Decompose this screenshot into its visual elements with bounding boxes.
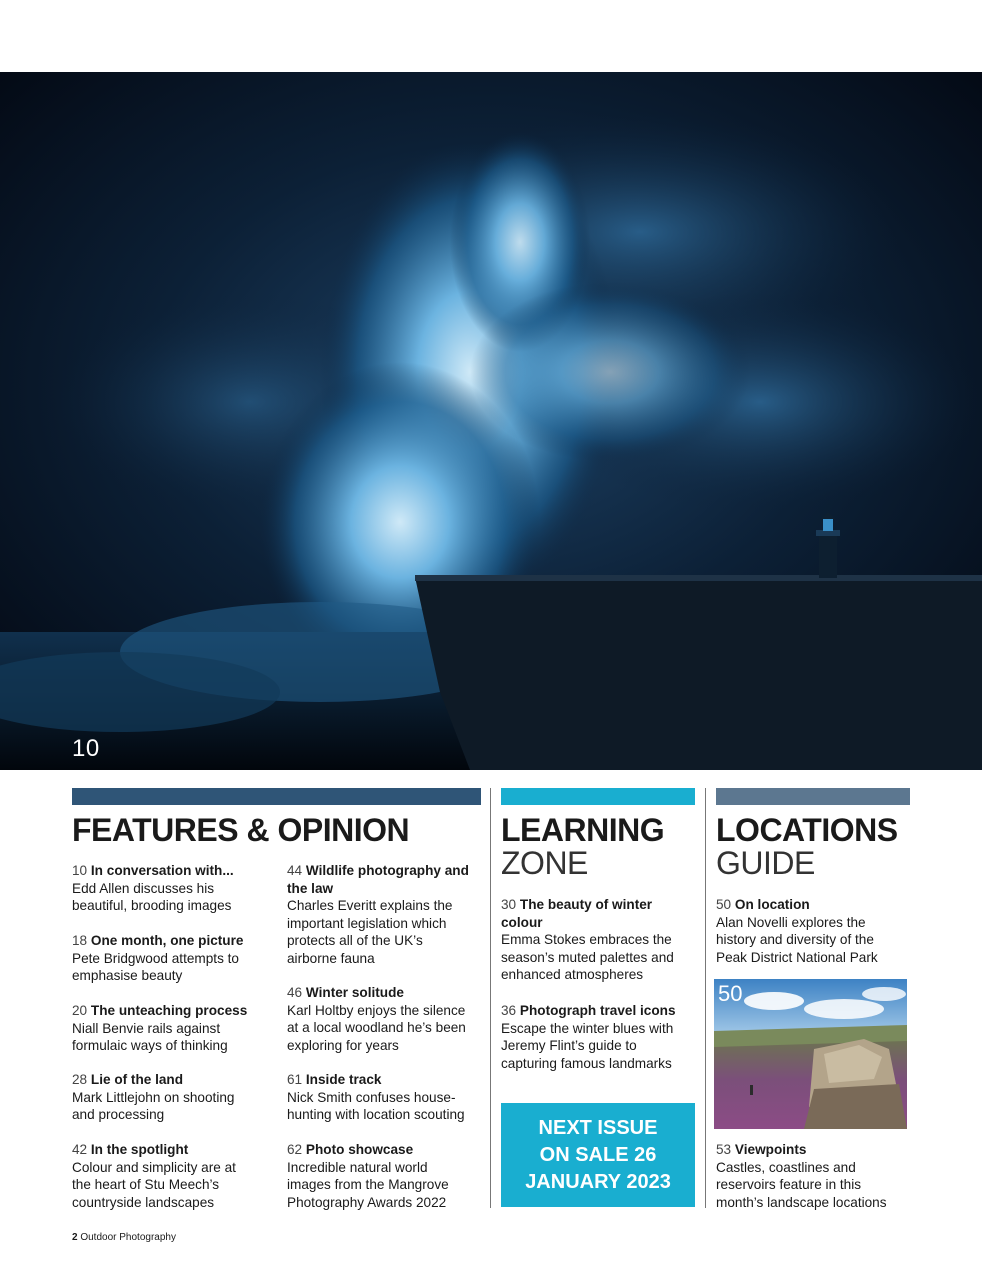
entry-page: 53 xyxy=(716,1142,732,1157)
entry-description: Niall Benvie rails against formulaic ways of thinking xyxy=(72,1020,228,1053)
hero-photo xyxy=(0,72,982,770)
contents-entry[interactable] xyxy=(72,1002,272,1055)
entry-heading: Wildlife photography and the law xyxy=(287,863,469,896)
locations-color-bar xyxy=(716,788,910,805)
entry-description: Pete Bridgwood attempts to emphasise beauty xyxy=(72,950,239,983)
entry-heading: The beauty of winter colour xyxy=(501,897,653,930)
entry-heading: In the spotlight xyxy=(90,1142,189,1157)
entry-description: Charles Everitt explains the important legislation which protects all of the UK’s airborne fauna xyxy=(287,898,453,966)
entry-page: 62 xyxy=(287,1142,303,1157)
learning-subheading: ZONE xyxy=(501,845,588,881)
entry-page: 46 xyxy=(287,985,303,1000)
hero-page-number: 10 xyxy=(72,735,100,762)
entry-description: Castles, coastlines and reservoirs feature in this month’s landscape locations xyxy=(716,1159,887,1210)
entry-heading: Viewpoints xyxy=(734,1142,807,1157)
contents-entry[interactable] xyxy=(501,896,691,984)
entry-heading: One month, one picture xyxy=(90,933,244,948)
features-heading: FEATURES & OPINION xyxy=(72,812,410,848)
contents-entry[interactable] xyxy=(716,896,906,966)
contents-entry[interactable] xyxy=(287,1071,477,1124)
entry-page: 50 xyxy=(716,897,732,912)
learning-heading: LEARNING xyxy=(501,812,665,848)
entry-description: Karl Holtby enjoys the silence at a local woodland he’s been exploring for years xyxy=(287,1002,466,1053)
wave-photo-illustration xyxy=(0,72,982,770)
locations-subheading: GUIDE xyxy=(716,845,815,881)
entry-heading: Photo showcase xyxy=(305,1142,414,1157)
contents-entry[interactable] xyxy=(72,1071,247,1124)
contents-entry[interactable] xyxy=(72,862,272,915)
contents-entry[interactable] xyxy=(716,1141,906,1211)
footer-page-number: 2 xyxy=(72,1232,78,1243)
peak-district-photo[interactable] xyxy=(714,979,907,1129)
next-issue-line: NEXT ISSUE xyxy=(538,1117,658,1139)
contents-entry[interactable] xyxy=(287,862,472,967)
locations-heading: LOCATIONS xyxy=(716,812,898,848)
next-issue-line: ON SALE 26 xyxy=(539,1144,657,1166)
entry-heading: Lie of the land xyxy=(90,1072,184,1087)
next-issue-line: JANUARY 2023 xyxy=(525,1171,671,1193)
entry-heading: Winter solitude xyxy=(305,985,404,1000)
entry-page: 42 xyxy=(72,1142,88,1157)
contents-entry[interactable] xyxy=(287,1141,472,1211)
entry-page: 30 xyxy=(501,897,517,912)
moorland-illustration xyxy=(714,979,907,1129)
next-issue-box[interactable] xyxy=(501,1103,695,1207)
entry-heading: The unteaching process xyxy=(90,1003,248,1018)
entry-page: 61 xyxy=(287,1072,303,1087)
column-divider xyxy=(490,788,491,1208)
features-color-bar xyxy=(72,788,481,805)
contents-entry[interactable] xyxy=(72,1141,247,1211)
entry-heading: In conversation with... xyxy=(90,863,234,878)
contents-entry[interactable] xyxy=(72,932,272,985)
entry-description: Emma Stokes embraces the season’s muted palettes and enhanced atmospheres xyxy=(501,932,674,982)
entry-description: Escape the winter blues with Jeremy Flint’s guide to capturing famous landmarks xyxy=(501,1020,674,1071)
entry-page: 28 xyxy=(72,1072,88,1087)
entry-description: Mark Littlejohn on shooting and processing xyxy=(72,1089,235,1122)
column-divider xyxy=(705,788,706,1208)
footer-magazine-name: Outdoor Photography xyxy=(80,1232,176,1243)
entry-heading: Photograph travel icons xyxy=(519,1003,676,1018)
entry-page: 36 xyxy=(501,1003,517,1018)
entry-page: 18 xyxy=(72,933,88,948)
entry-page: 10 xyxy=(72,863,88,878)
entry-description: Alan Novelli explores the history and diversity of the Peak District National Park xyxy=(716,914,878,965)
entry-heading: On location xyxy=(734,897,810,912)
photo-page-number: 50 xyxy=(718,981,743,1006)
entry-page: 20 xyxy=(72,1003,88,1018)
contents-entry[interactable] xyxy=(287,984,477,1054)
entry-description: Incredible natural world images from the Mangrove Photography Awards 2022 xyxy=(287,1159,449,1210)
entry-description: Nick Smith confuses house-hunting with location scouting xyxy=(287,1089,465,1122)
entry-heading: Inside track xyxy=(305,1072,382,1087)
entry-page: 44 xyxy=(287,863,303,878)
entry-description: Edd Allen discusses his beautiful, brooding images xyxy=(72,880,232,913)
contents-entry[interactable] xyxy=(501,1002,691,1072)
learning-color-bar xyxy=(501,788,695,805)
entry-description: Colour and simplicity are at the heart of Stu Meech’s countryside landscapes xyxy=(72,1159,236,1210)
page-footer xyxy=(72,1232,176,1243)
